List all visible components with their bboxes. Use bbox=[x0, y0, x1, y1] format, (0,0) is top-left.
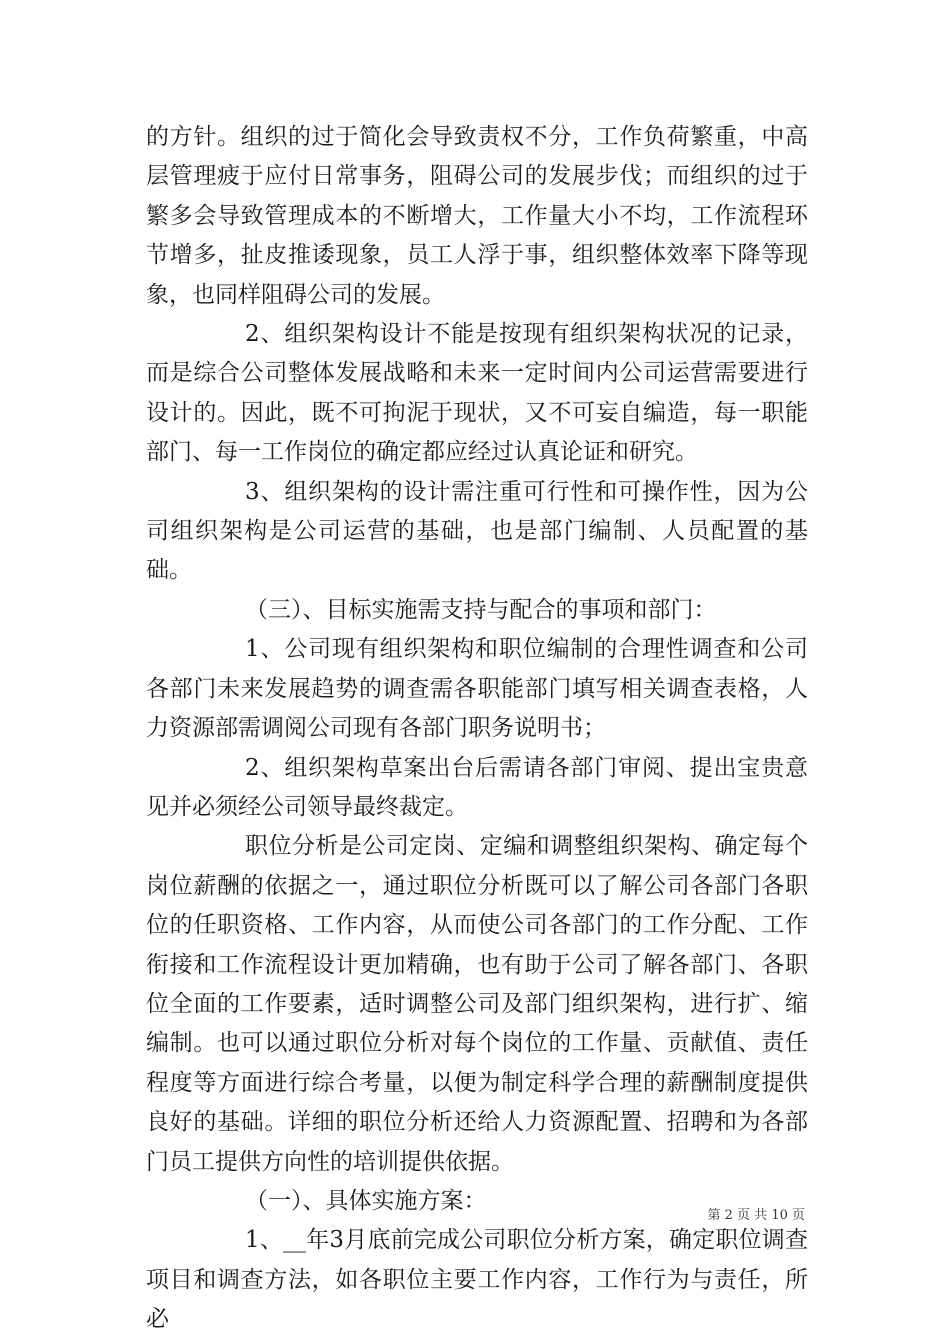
document-body bbox=[146, 118, 808, 1340]
paragraph-5: 1、公司现有组织架构和职位编制的合理性调查和公司各部门未来发展趋势的调查需各职能部门填写相关调查表格，人力资源部需调阅公司现有各部门职务说明书； bbox=[146, 636, 808, 742]
paragraph-6: 2、组织架构草案出台后需请各部门审阅、提出宝贵意见并必须经公司领导最终裁定。 bbox=[146, 754, 808, 820]
paragraph-3: 3、组织架构的设计需注重可行性和可操作性，因为公司组织架构是公司运营的基础，也是部门编制、人员配置的基础。 bbox=[146, 478, 808, 584]
paragraph-7: 职位分析是公司定岗、定编和调整组织架构、确定每个岗位薪酬的依据之一，通过职位分析既可以了解公司各部门各职位的任职资格、工作内容，从而使公司各部门的工作分配、工作衔接和工作流程设计更加精确，也有助于公司了解各部门、各职位全面的工作要素，适时调整公司及部门组织架构，进行扩、缩编制。也可以通过职位分析对每个岗位的工作量、贡献值、责任程度等方面进行综合考量，以便为制定科学合理的薪酬制度提供良好的基础。详细的职位分析还给人力资源配置、招聘和为各部门员工提供方向性的培训提供依据。 bbox=[146, 833, 808, 1175]
paragraph-1: 的方针。组织的过于简化会导致责权不分，工作负荷繁重，中高层管理疲于应付日常事务，阻碍公司的发展步伐；而组织的过于繁多会导致管理成本的不断增大，工作量大小不均，工作流程环节增多，扯皮推诿现象，员工人浮于事，组织整体效率下降等现象，也同样阻碍公司的发展。 bbox=[146, 124, 808, 308]
paragraph-2: 2、组织架构设计不能是按现有组织架构状况的记录，而是综合公司整体发展战略和未来一定时间内公司运营需要进行设计的。因此，既不可拘泥于现状，又不可妄自编造，每一职能部门、每一工作岗位的确定都应经过认真论证和研究。 bbox=[146, 321, 808, 466]
page-number-footer: 第 2 页 共 10 页 bbox=[707, 1208, 805, 1223]
section-heading-1: （一）、具体实施方案： bbox=[245, 1187, 487, 1214]
section-heading-3: （三）、目标实施需支持与配合的事项和部门： bbox=[245, 596, 717, 623]
paragraph-9: 1、__年3月底前完成公司职位分析方案，确定职位调查项目和调查方法，如各职位主要工作内容，工作行为与责任，所必 bbox=[146, 1227, 808, 1333]
